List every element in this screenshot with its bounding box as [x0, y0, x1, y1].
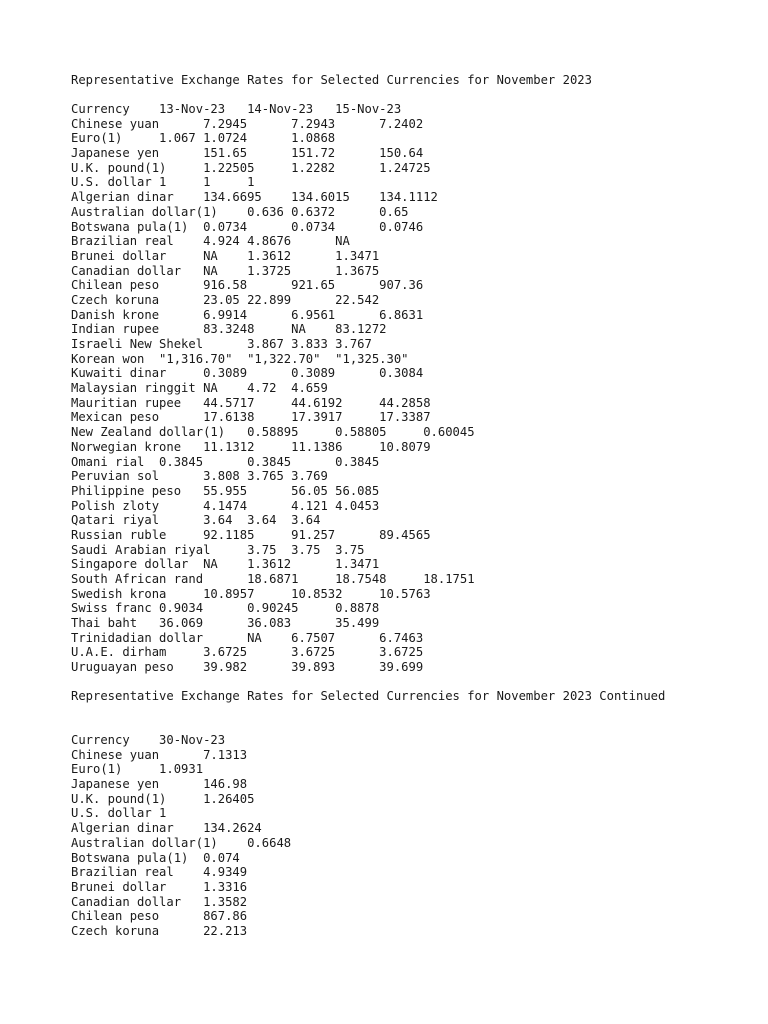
- table-row: Indian rupee 83.3248 NA 83.1272: [71, 322, 387, 337]
- table-row: Thai baht 36.069 36.083 35.499: [71, 616, 380, 631]
- table-row: Brunei dollar NA 1.3612 1.3471: [71, 248, 380, 263]
- table-row: Chilean peso 916.58 921.65 907.36: [71, 278, 424, 293]
- rates-table-2: [71, 733, 291, 939]
- table-row: Russian ruble 92.1185 91.257 89.4565: [71, 527, 431, 542]
- table-row: Omani rial 0.3845 0.3845 0.3845: [71, 454, 380, 469]
- table-row: U.S. dollar 1: [71, 806, 167, 821]
- table-row: Philippine peso 55.955 56.05 56.085: [71, 483, 380, 498]
- table-row: Euro(1) 1.0931: [71, 762, 204, 777]
- table-row: Kuwaiti dinar 0.3089 0.3089 0.3084: [71, 366, 424, 381]
- table-row: Japanese yen 146.98: [71, 777, 248, 792]
- table-row: Swiss franc 0.9034 0.90245 0.8878: [71, 601, 380, 616]
- table-row: Czech koruna 23.05 22.899 22.542: [71, 292, 380, 307]
- rates-table-1: [71, 102, 475, 675]
- table-row: New Zealand dollar(1) 0.58895 0.58805 0.60045: [71, 425, 475, 440]
- table-row: U.K. pound(1) 1.26405: [71, 791, 255, 806]
- table-row: Mauritian rupee 44.5717 44.6192 44.2858: [71, 395, 431, 410]
- table-row: Australian dollar(1) 0.636 0.6372 0.65: [71, 204, 409, 219]
- table-row: Chinese yuan 7.2945 7.2943 7.2402: [71, 116, 424, 131]
- table-row: Brunei dollar 1.3316: [71, 879, 248, 894]
- table-row: Canadian dollar NA 1.3725 1.3675: [71, 263, 380, 278]
- table-header-row: Currency 30-Nov-23: [71, 733, 226, 747]
- table-row: Malaysian ringgit NA 4.72 4.659: [71, 381, 328, 396]
- table-row: Algerian dinar 134.6695 134.6015 134.1112: [71, 190, 438, 205]
- table-row: Chinese yuan 7.1313: [71, 747, 248, 762]
- table-row: Uruguayan peso 39.982 39.893 39.699: [71, 660, 424, 675]
- table-row: Canadian dollar 1.3582: [71, 894, 248, 909]
- table-row: Brazilian real 4.9349: [71, 865, 248, 880]
- table-row: Norwegian krone 11.1312 11.1386 10.8079: [71, 439, 431, 454]
- table-row: Israeli New Shekel 3.867 3.833 3.767: [71, 337, 372, 351]
- section-1-title: Representative Exchange Rates for Selected Currencies for November 2023: [71, 73, 592, 87]
- table-row: Brazilian real 4.924 4.8676 NA: [71, 234, 350, 249]
- table-row: Japanese yen 151.65 151.72 150.64: [71, 146, 424, 161]
- table-row: Mexican peso 17.6138 17.3917 17.3387: [71, 410, 431, 425]
- table-row: Danish krone 6.9914 6.9561 6.8631: [71, 307, 424, 322]
- table-row: Singapore dollar NA 1.3612 1.3471: [71, 557, 380, 572]
- table-row: Swedish krona 10.8957 10.8532 10.5763: [71, 586, 431, 601]
- table-row: Trinidadian dollar NA 6.7507 6.7463: [71, 630, 424, 645]
- table-header-row: Currency 13-Nov-23 14-Nov-23 15-Nov-23: [71, 102, 402, 116]
- table-row: South African rand 18.6871 18.7548 18.1751: [71, 572, 475, 586]
- table-row: Algerian dinar 134.2624: [71, 821, 262, 836]
- table-row: Botswana pula(1) 0.074: [71, 850, 240, 865]
- table-row: Chilean peso 867.86: [71, 909, 248, 924]
- table-row: U.S. dollar 1 1 1: [71, 175, 255, 190]
- table-row: Polish zloty 4.1474 4.121 4.0453: [71, 498, 380, 513]
- table-row: Peruvian sol 3.808 3.765 3.769: [71, 469, 328, 484]
- table-row: Qatari riyal 3.64 3.64 3.64: [71, 513, 321, 528]
- table-row: U.K. pound(1) 1.22505 1.2282 1.24725: [71, 160, 431, 175]
- table-row: Australian dollar(1) 0.6648: [71, 835, 292, 850]
- table-row: Saudi Arabian riyal 3.75 3.75 3.75: [71, 542, 365, 557]
- table-row: Euro(1) 1.067 1.0724 1.0868: [71, 131, 336, 146]
- section-2-title: Representative Exchange Rates for Selected Currencies for November 2023 Continued: [71, 689, 666, 703]
- table-row: U.A.E. dirham 3.6725 3.6725 3.6725: [71, 645, 424, 660]
- table-row: Botswana pula(1) 0.0734 0.0734 0.0746: [71, 219, 424, 234]
- table-row: Korean won "1,316.70" "1,322.70" "1,325.30": [71, 351, 409, 366]
- table-row: Czech koruna 22.213: [71, 923, 248, 938]
